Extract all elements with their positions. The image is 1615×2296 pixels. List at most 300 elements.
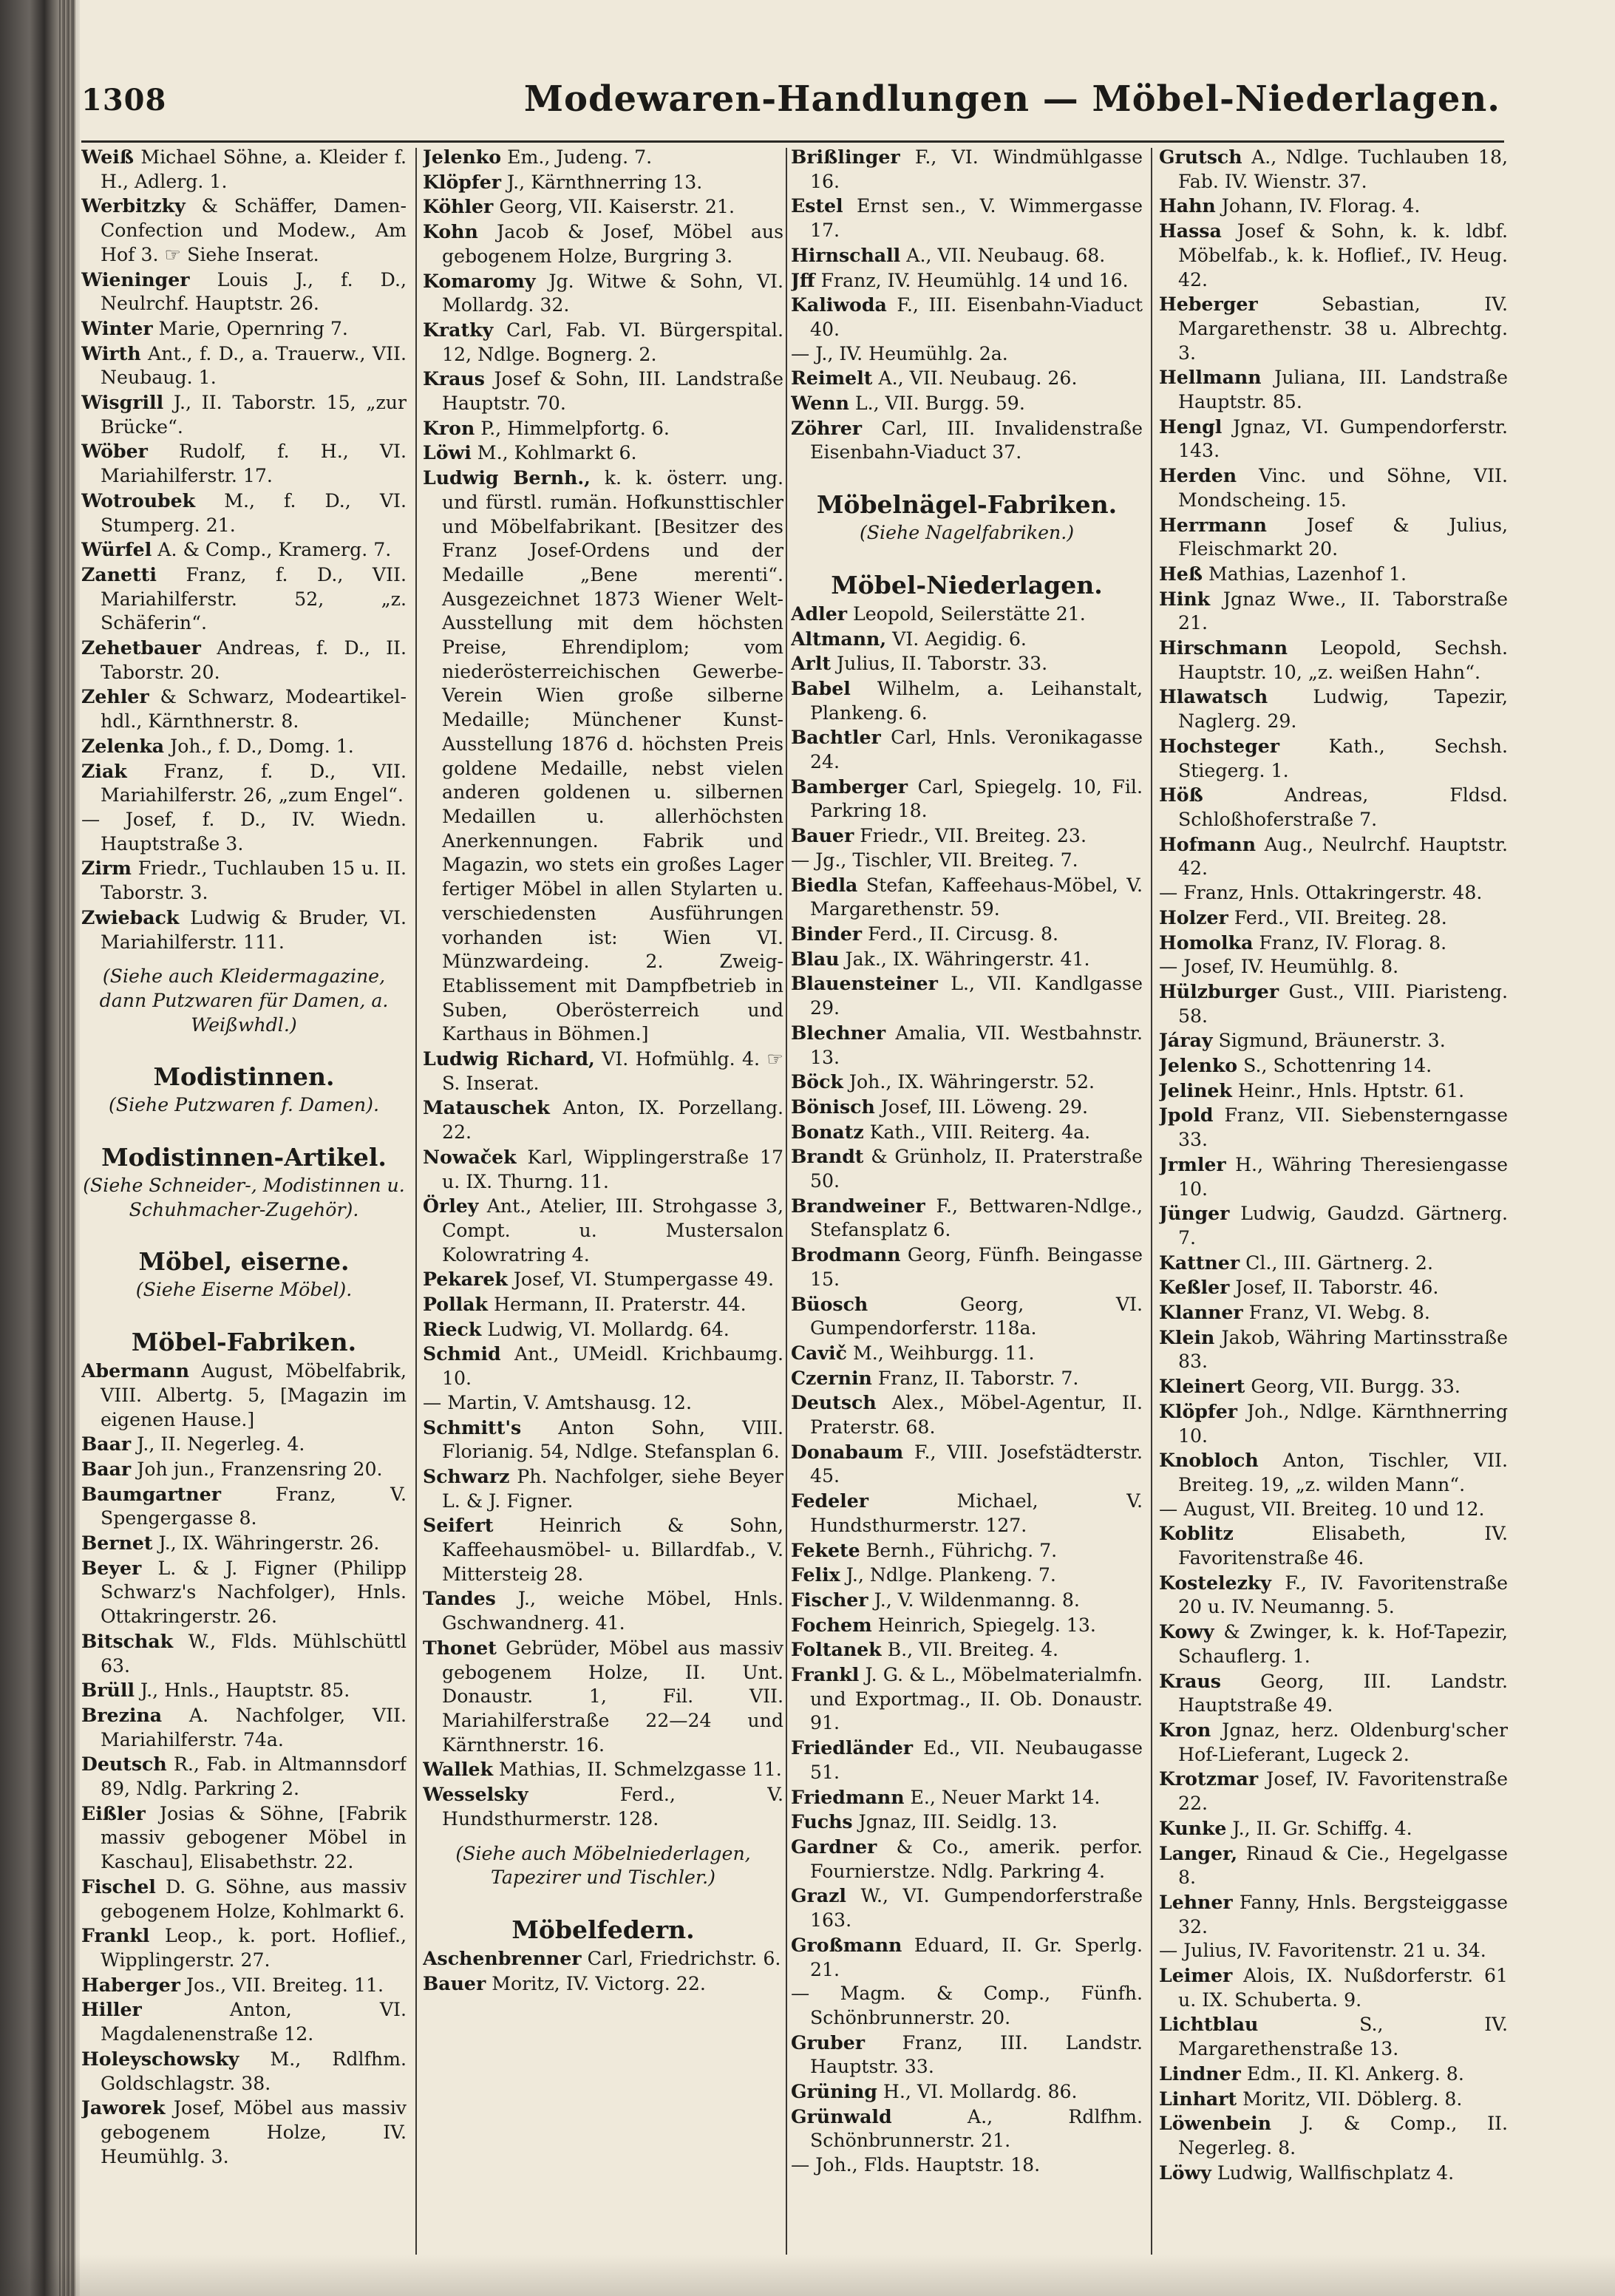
directory-entry bbox=[1159, 881, 1508, 906]
entry-name: Seifert bbox=[423, 1514, 494, 1537]
entry-details: Carl, Fab. VI. Bürgerspital. 12, Ndlge. Bognerg. 2. bbox=[442, 319, 783, 365]
entry-name: Brüll bbox=[81, 1679, 135, 1702]
entry-details: A., VII. Neubaug. 26. bbox=[878, 367, 1078, 390]
directory-entry bbox=[81, 268, 407, 316]
header-rule bbox=[81, 140, 1504, 143]
column-divider bbox=[415, 148, 417, 2255]
entry-details: Bernh., Führichg. 7. bbox=[866, 1539, 1058, 1561]
directory-entry bbox=[791, 775, 1143, 823]
entry-name: Böck bbox=[791, 1070, 843, 1093]
entry-details: J. & Comp., II. Negerleg. 8. bbox=[1178, 2113, 1508, 2159]
entry-details: — Josef, IV. Heumühlg. 8. bbox=[1159, 956, 1399, 978]
directory-entry bbox=[1159, 955, 1508, 979]
directory-entry bbox=[423, 1416, 783, 1464]
section-heading-modistinnen-artikel: Modistinnen-Artikel. bbox=[101, 1143, 387, 1172]
directory-entry bbox=[791, 1070, 1143, 1095]
entry-details: Anton, VI. Magdalenenstraße 12. bbox=[101, 1999, 407, 2045]
directory-entry bbox=[1159, 1053, 1508, 1079]
entry-name: Foltanek bbox=[791, 1638, 882, 1661]
entry-details: Amalia, VII. Westbahnstr. 13. bbox=[810, 1022, 1143, 1068]
entry-name: Baumgartner bbox=[81, 1482, 222, 1505]
entry-name: Bauer bbox=[423, 1971, 486, 1994]
entry-name: Grazl bbox=[791, 1884, 846, 1907]
entry-details: — J., IV. Heumühlg. 2a. bbox=[791, 342, 1008, 364]
directory-entry bbox=[791, 342, 1143, 367]
directory-entry bbox=[81, 685, 407, 733]
entry-name: Hülzburger bbox=[1159, 979, 1279, 1002]
directory-entry bbox=[1159, 2087, 1508, 2112]
directory-entry bbox=[791, 725, 1143, 774]
entry-name: Holeyschowsky bbox=[81, 2047, 239, 2070]
entry-name: Weiß bbox=[81, 146, 134, 168]
entry-details: Leopold, Sechsh. Hauptstr. 10, „z. weißen Hahn“. bbox=[1178, 637, 1508, 683]
entry-name: Leimer bbox=[1159, 1964, 1233, 1987]
directory-entry bbox=[791, 145, 1143, 194]
entry-details: Josef, III. Löweng. 29. bbox=[880, 1096, 1088, 1118]
section-heading-moebelnaegel: Möbelnägel-Fabriken. bbox=[816, 490, 1118, 520]
entry-details: Sebastian, IV. Margarethenstr. 38 u. Albrechtg. 3. bbox=[1178, 293, 1508, 364]
entry-name: Baar bbox=[81, 1457, 132, 1480]
entry-details: H., VI. Mollardg. 86. bbox=[883, 2081, 1078, 2103]
entry-details: Ferd., VII. Breiteg. 28. bbox=[1234, 906, 1447, 928]
entry-details: Ludwig, Gaudzd. Gärtnerg. 7. bbox=[1178, 1203, 1508, 1249]
directory-entry bbox=[423, 269, 783, 318]
entry-name: Langer, bbox=[1159, 1841, 1238, 1864]
directory-entry bbox=[423, 1464, 783, 1513]
directory-entry bbox=[1159, 1669, 1508, 1718]
entry-details: Jgnaz Wwe., II. Taborstraße 21. bbox=[1178, 588, 1508, 634]
directory-entry bbox=[81, 342, 407, 390]
entry-details: Moritz, IV. Victorg. 22. bbox=[492, 1972, 706, 1994]
directory-entry bbox=[1159, 1325, 1508, 1374]
directory-entry bbox=[791, 1835, 1143, 1884]
entry-details: Ferd., V. Hundsthurmerstr. 128. bbox=[442, 1784, 783, 1830]
cross-reference-note: (Siehe Eiserne Möbel). bbox=[135, 1279, 353, 1301]
entry-details: H., Währing Theresiengasse 10. bbox=[1178, 1153, 1508, 1200]
entry-details: A. Nachfolger, VII. Mariahilferstr. 74a. bbox=[101, 1704, 407, 1750]
entry-name: Heberger bbox=[1159, 293, 1258, 316]
directory-entry bbox=[791, 1095, 1143, 1120]
entry-details: Michael, V. Hundsthurmerstr. 127. bbox=[810, 1490, 1143, 1536]
directory-entry bbox=[791, 651, 1143, 676]
entry-name: Hofmann bbox=[1159, 832, 1257, 855]
entry-details: Heinrich & Sohn, Kaffeehausmöbel- u. Billardfab., V. Mittersteig 28. bbox=[442, 1515, 783, 1585]
entry-details: Ludwig, VI. Mollardg. 64. bbox=[487, 1318, 730, 1340]
entry-name: Jrmler bbox=[1159, 1152, 1226, 1175]
entry-details: W., VI. Gumpendorferstraße 163. bbox=[810, 1885, 1143, 1932]
entry-name: Aschenbrenner bbox=[423, 1946, 582, 1969]
entry-details: Jg. Witwe & Sohn, VI. Mollardg. 32. bbox=[442, 270, 783, 316]
entry-name: Altmann, bbox=[791, 627, 887, 650]
directory-entry bbox=[81, 759, 407, 808]
directory-entry bbox=[81, 145, 407, 194]
entry-details: Cl., III. Gärtnerg. 2. bbox=[1245, 1251, 1433, 1274]
entry-details: Georg, III. Landstr. Hauptstraße 49. bbox=[1178, 1670, 1508, 1716]
entry-details: Vinc. und Söhne, VII. Mondscheing. 15. bbox=[1178, 465, 1508, 511]
directory-entry bbox=[81, 1997, 407, 2046]
entry-name: Klein bbox=[1159, 1325, 1215, 1348]
directory-entry bbox=[81, 1457, 407, 1482]
listing-modewaren-cont bbox=[81, 145, 407, 954]
entry-details: J., V. Wildenmanng. 8. bbox=[874, 1589, 1080, 1611]
section-heading-moebel-fabriken: Möbel-Fabriken. bbox=[131, 1328, 357, 1357]
directory-entry bbox=[1159, 1448, 1508, 1497]
entry-details: F., III. Eisenbahn-Viaduct 40. bbox=[810, 294, 1143, 340]
entry-details: Julius, II. Taborstr. 33. bbox=[837, 653, 1048, 675]
column-divider bbox=[786, 148, 787, 2255]
directory-entry bbox=[1159, 906, 1508, 931]
entry-details: Mathias, II. Schmelzgasse 11. bbox=[499, 1759, 782, 1781]
entry-details: — Jg., Tischler, VII. Breiteg. 7. bbox=[791, 849, 1078, 871]
entry-name: Fekete bbox=[791, 1538, 860, 1561]
entry-name: Járay bbox=[1159, 1029, 1213, 1052]
entry-name: Bachtler bbox=[791, 726, 881, 749]
entry-name: Hirnschall bbox=[791, 243, 901, 266]
entry-name: Homolka bbox=[1159, 931, 1254, 954]
entry-details: Moritz, VII. Döblerg. 8. bbox=[1242, 2088, 1463, 2110]
directory-entry bbox=[791, 602, 1143, 627]
entry-details: Andreas, Fldsd. Schloßhoferstraße 7. bbox=[1178, 784, 1508, 830]
entry-name: Bitschak bbox=[81, 1629, 174, 1652]
directory-entry bbox=[791, 1982, 1143, 2030]
entry-details: Joh., Ndlge. Kärnthnerring 10. bbox=[1178, 1400, 1508, 1447]
entry-details: Jgnaz, III. Seidlg. 13. bbox=[858, 1811, 1058, 1833]
directory-entry bbox=[1159, 1620, 1508, 1668]
entry-name: Pollak bbox=[423, 1293, 488, 1316]
entry-details: Jakob, Währing Martinsstraße 83. bbox=[1178, 1326, 1508, 1373]
entry-name: Jelinek bbox=[1159, 1079, 1232, 1101]
entry-details: Franz, VII. Siebensterngasse 33. bbox=[1178, 1104, 1508, 1151]
directory-entry bbox=[791, 2153, 1143, 2178]
directory-entry bbox=[423, 1513, 783, 1586]
section-heading-moebel-niederlagen: Möbel-Niederlagen. bbox=[831, 570, 1103, 600]
directory-entry bbox=[1159, 1201, 1508, 1250]
entry-details: VI. Hofmühlg. 4. ☞ S. Inserat. bbox=[442, 1048, 783, 1094]
entry-details: — Martin, V. Amtshausg. 12. bbox=[423, 1391, 692, 1413]
entry-name: Brezina bbox=[81, 1703, 163, 1726]
directory-entry bbox=[1159, 1767, 1508, 1816]
directory-entry bbox=[81, 1801, 407, 1875]
entry-details: Kath., VIII. Reiterg. 4a. bbox=[869, 1121, 1091, 1143]
entry-name: Beyer bbox=[81, 1556, 142, 1579]
entry-name: Winter bbox=[81, 316, 153, 339]
directory-entry bbox=[1159, 2012, 1508, 2061]
entry-details: Gebrüder, Möbel aus massiv gebogenem Holze, II. Unt. Donaustr. 1, Fil. VII. Mariahilferstraße 22—24 und Kärnthnerstr. 16. bbox=[442, 1637, 783, 1756]
directory-entry bbox=[1159, 562, 1508, 587]
entry-name: Kratky bbox=[423, 318, 494, 341]
entry-details: Ludwig, Tapezir, Naglerg. 29. bbox=[1178, 686, 1508, 733]
entry-details: Franz, f. D., VII. Mariahilferstr. 52, „z. Schäferin“. bbox=[101, 563, 407, 634]
entry-details: J., Kärnthnerring 13. bbox=[507, 171, 703, 193]
entry-name: Zehetbauer bbox=[81, 636, 201, 659]
entry-name: Nowaček bbox=[423, 1145, 517, 1168]
directory-entry bbox=[423, 1757, 783, 1782]
entry-name: Lichtblau bbox=[1159, 2013, 1259, 2036]
entry-name: Koblitz bbox=[1159, 1522, 1234, 1545]
entry-name: Frankl bbox=[791, 1663, 860, 1686]
entry-name: Büosch bbox=[791, 1292, 868, 1315]
entry-details: Georg, VI. Gumpendorferstr. 118a. bbox=[810, 1293, 1143, 1339]
entry-name: Lehner bbox=[1159, 1890, 1233, 1913]
directory-entry bbox=[1159, 145, 1508, 194]
directory-entry bbox=[791, 676, 1143, 725]
entry-details: Franz, V. Spengergasse 8. bbox=[101, 1483, 407, 1529]
entry-name: Zehler bbox=[81, 685, 149, 708]
directory-entry bbox=[791, 971, 1143, 1020]
directory-entry bbox=[1159, 783, 1508, 832]
entry-details: VI. Aegidig. 6. bbox=[892, 628, 1027, 650]
entry-name: Wieninger bbox=[81, 268, 190, 291]
directory-entry bbox=[423, 1971, 783, 1997]
entry-details: A., VII. Neubaug. 68. bbox=[906, 244, 1106, 266]
entry-details: Carl, Friedrichstr. 6. bbox=[587, 1947, 781, 1969]
directory-entry bbox=[423, 367, 783, 415]
directory-entry bbox=[1159, 734, 1508, 783]
entry-details: M., Rdlfhm. Goldschlagstr. 38. bbox=[101, 2048, 407, 2094]
entry-details: Eduard, II. Gr. Sperlg. 21. bbox=[810, 1934, 1143, 1980]
directory-entry bbox=[791, 1637, 1143, 1662]
directory-entry bbox=[81, 856, 407, 905]
directory-entry bbox=[1159, 685, 1508, 733]
directory-entry bbox=[81, 2047, 407, 2096]
directory-entry bbox=[423, 220, 783, 268]
entry-details: S., IV. Margarethenstraße 13. bbox=[1178, 2014, 1508, 2060]
directory-entry bbox=[1159, 1890, 1508, 1939]
directory-entry bbox=[423, 1096, 783, 1144]
entry-details: Franz, II. Taborstr. 7. bbox=[877, 1367, 1079, 1389]
entry-details: — Joh., Flds. Hauptstr. 18. bbox=[791, 2154, 1041, 2176]
entry-name: Ludwig Richard, bbox=[423, 1047, 595, 1070]
entry-name: Wöber bbox=[81, 440, 148, 463]
entry-name: Klöpfer bbox=[423, 170, 502, 193]
entry-details: Franz, f. D., VII. Mariahilferstr. 26, „zum Engel“. bbox=[101, 760, 407, 806]
entry-details: Rinaud & Cie., Hegelgasse 8. bbox=[1178, 1842, 1508, 1889]
entry-name: Blau bbox=[791, 947, 840, 970]
entry-details: Louis J., f. D., Neulrchf. Hauptstr. 26. bbox=[101, 268, 407, 315]
entry-details: Georg, VII. Burgg. 33. bbox=[1251, 1376, 1461, 1398]
directory-entry bbox=[81, 2096, 407, 2169]
entry-details: Carl, Spiegelg. 10, Fil. Parkring 18. bbox=[810, 775, 1143, 822]
entry-details: J., IX. Währingerstr. 26. bbox=[158, 1532, 380, 1555]
entry-details: & Schwarz, Modeartikel-hdl., Kärnthnerstr. 8. bbox=[101, 686, 407, 733]
entry-name: Baar bbox=[81, 1433, 132, 1456]
entry-name: Wotroubek bbox=[81, 489, 196, 512]
entry-details: A., Ndlge. Tuchlauben 18, Fab. IV. Wienstr. 37. bbox=[1178, 146, 1508, 192]
entry-details: Leop., k. port. Hoflief., Wipplingerstr. 27. bbox=[101, 1925, 407, 1971]
entry-details: J., II. Taborstr. 15, „zur Brücke“. bbox=[101, 392, 407, 438]
directory-entry bbox=[791, 849, 1143, 873]
entry-name: Frankl bbox=[81, 1924, 150, 1947]
spacer bbox=[81, 954, 407, 965]
directory-entry bbox=[423, 194, 783, 220]
listing-moebelfedern bbox=[423, 1946, 783, 1996]
entry-details: J., II. Gr. Schiffg. 4. bbox=[1232, 1817, 1412, 1839]
directory-entry bbox=[81, 537, 407, 563]
directory-entry bbox=[81, 1531, 407, 1556]
directory-entry bbox=[791, 416, 1143, 465]
directory-entry bbox=[1159, 1374, 1508, 1399]
directory-entry bbox=[1159, 1251, 1508, 1276]
entry-details: Johann, IV. Florag. 4. bbox=[1221, 195, 1421, 217]
entry-details: Jgnaz, VI. Gumpendorferstr. 143. bbox=[1178, 415, 1508, 462]
cross-reference-note: (Siehe Nagelfabriken.) bbox=[859, 522, 1075, 544]
entry-name: Jelenko bbox=[1159, 1054, 1238, 1077]
directory-entry bbox=[791, 268, 1143, 293]
entry-name: Lindner bbox=[1159, 2062, 1241, 2085]
directory-entry bbox=[1159, 415, 1508, 463]
entry-name: Brodmann bbox=[791, 1243, 901, 1266]
directory-entry bbox=[1159, 587, 1508, 636]
entry-name: Würfel bbox=[81, 538, 152, 561]
directory-entry bbox=[791, 947, 1143, 972]
directory-entry bbox=[81, 1482, 407, 1531]
entry-details: L., VII. Kandlgasse 29. bbox=[810, 973, 1143, 1019]
listing-moebel-fabriken bbox=[81, 1359, 407, 2169]
directory-entry bbox=[423, 145, 783, 170]
directory-entry bbox=[423, 1317, 783, 1342]
directory-entry bbox=[423, 1267, 783, 1292]
entry-details: & Co., amerik. perfor. Fournierstze. Ndlg. Parkring 4. bbox=[810, 1836, 1143, 1882]
page-header bbox=[81, 78, 1500, 135]
directory-entry bbox=[791, 1440, 1143, 1489]
entry-details: Anton, IX. Porzellang. 22. bbox=[442, 1097, 783, 1144]
directory-entry bbox=[791, 1194, 1143, 1243]
directory-entry bbox=[81, 808, 407, 856]
entry-details: — Josef, f. D., IV. Wiedn. Hauptstraße 3. bbox=[81, 808, 407, 855]
entry-details: Mathias, Lazenhof 1. bbox=[1208, 563, 1407, 585]
directory-entry bbox=[81, 1359, 407, 1432]
entry-name: Löwi bbox=[423, 441, 472, 464]
entry-name: Hengl bbox=[1159, 415, 1223, 438]
entry-name: Knobloch bbox=[1159, 1449, 1259, 1472]
directory-entry bbox=[1159, 1816, 1508, 1841]
entry-name: Kaliwoda bbox=[791, 293, 887, 316]
entry-name: Arlt bbox=[791, 652, 832, 675]
entry-details: Hermann, II. Praterstr. 44. bbox=[494, 1294, 747, 1316]
entry-name: Jünger bbox=[1159, 1202, 1230, 1225]
directory-entry bbox=[423, 1342, 783, 1390]
directory-entry bbox=[81, 489, 407, 537]
entry-details: J., weiche Möbel, Hnls. Gschwandnerg. 41. bbox=[442, 1588, 783, 1634]
directory-entry bbox=[81, 636, 407, 685]
directory-entry bbox=[81, 563, 407, 636]
entry-name: Köhler bbox=[423, 195, 494, 218]
entry-name: Matauschek bbox=[423, 1096, 550, 1119]
entry-name: Löwy bbox=[1159, 2161, 1211, 2184]
entry-details: M., Kohlmarkt 6. bbox=[477, 442, 637, 464]
entry-name: Grüning bbox=[791, 2080, 877, 2103]
entry-name: Wenn bbox=[791, 392, 849, 415]
entry-name: Deutsch bbox=[81, 1753, 167, 1776]
directory-entry bbox=[791, 1810, 1143, 1835]
entry-details: Stefan, Kaffeehaus-Möbel, V. Margarethenstr. 59. bbox=[810, 874, 1143, 920]
entry-details: Ant., Atelier, III. Strohgasse 3, Compt. u. Mustersalon Kolowratring 4. bbox=[442, 1195, 783, 1266]
entry-name: Czernin bbox=[791, 1366, 872, 1389]
column-3 bbox=[791, 145, 1143, 2259]
entry-details: Georg, Fünfh. Beingasse 15. bbox=[810, 1244, 1143, 1290]
entry-details: & Schäffer, Damen-Confection und Modew., Am Hof 3. ☞ Siehe Inserat. bbox=[101, 195, 407, 265]
entry-details: Jgnaz, herz. Oldenburg'scher Hof-Lieferant, Lugeck 2. bbox=[1178, 1719, 1508, 1765]
entry-details: Anton Sohn, VIII. Florianig. 54, Ndlge. Stefansplan 6. bbox=[442, 1416, 783, 1463]
directory-entry bbox=[423, 441, 783, 466]
directory-entry bbox=[423, 1145, 783, 1194]
entry-name: Kostelezky bbox=[1159, 1571, 1271, 1594]
cross-reference-note: (Siehe auch Möbelniederlagen, Tapezirer und Tischler.) bbox=[455, 1842, 751, 1889]
entry-name: Löwenbein bbox=[1159, 2112, 1272, 2135]
entry-details: Jos., VII. Breiteg. 11. bbox=[186, 1974, 384, 1996]
directory-entry bbox=[423, 1586, 783, 1635]
directory-entry bbox=[1159, 636, 1508, 685]
entry-name: Hiller bbox=[81, 1998, 142, 2021]
entry-details: Josef, II. Taborstr. 46. bbox=[1235, 1277, 1439, 1299]
entry-name: Komaromy bbox=[423, 269, 536, 292]
entry-details: Ludwig & Bruder, VI. Mariahilferstr. 111. bbox=[101, 906, 407, 953]
page-shadow bbox=[0, 2255, 1615, 2296]
directory-entry bbox=[423, 466, 783, 1047]
directory-entry bbox=[1159, 2062, 1508, 2087]
entry-details: Ant., UMeidl. Krichbaumg. 10. bbox=[442, 1343, 783, 1390]
directory-entry bbox=[791, 1120, 1143, 1145]
directory-entry bbox=[791, 1538, 1143, 1563]
entry-name: Grünwald bbox=[791, 2105, 892, 2127]
entry-name: Brandweiner bbox=[791, 1194, 925, 1217]
entry-name: Grutsch bbox=[1159, 146, 1242, 168]
entry-details: Friedr., Tuchlauben 15 u. II. Taborstr. 3. bbox=[101, 857, 407, 904]
entry-details: Josef, IV. Favoritenstraße 22. bbox=[1178, 1768, 1508, 1815]
directory-entry bbox=[791, 873, 1143, 922]
entry-details: Carl, III. Invalidenstraße Eisenbahn-Viaduct 37. bbox=[810, 417, 1143, 463]
entry-details: E., Neuer Markt 14. bbox=[910, 1786, 1101, 1808]
entry-details: Carl, Hnls. Veronikagasse 24. bbox=[810, 727, 1143, 773]
entry-name: Wallek bbox=[423, 1758, 494, 1781]
directory-entry bbox=[791, 1662, 1143, 1736]
entry-details: S., Schottenring 14. bbox=[1243, 1055, 1432, 1077]
directory-entry bbox=[1159, 1498, 1508, 1522]
entry-name: Schmid bbox=[423, 1342, 501, 1365]
entry-name: Örley bbox=[423, 1195, 479, 1217]
section-heading-moebel-eiserne: Möbel, eiserne. bbox=[138, 1247, 350, 1277]
entry-details: Josias & Söhne, [Fabrik massiv gebogener Möbel in Kaschau], Elisabethstr. 22. bbox=[101, 1802, 407, 1873]
entry-details: F., VI. Windmühlgasse 16. bbox=[810, 146, 1143, 192]
entry-details: Heinr., Hnls. Hptstr. 61. bbox=[1237, 1079, 1465, 1101]
entry-details: Ph. Nachfolger, siehe Beyer L. & J. Figner. bbox=[442, 1465, 783, 1512]
directory-columns bbox=[81, 145, 1508, 2259]
entry-details: F., VIII. Josefstädterstr. 45. bbox=[810, 1441, 1143, 1487]
entry-name: Gardner bbox=[791, 1835, 877, 1858]
entry-name: Hassa bbox=[1159, 220, 1222, 242]
entry-name: Kraus bbox=[423, 367, 485, 390]
directory-entry bbox=[791, 2105, 1143, 2153]
entry-name: Gruber bbox=[791, 2031, 865, 2054]
directory-entry bbox=[423, 170, 783, 195]
entry-details: — August, VII. Breiteg. 10 und 12. bbox=[1159, 1498, 1485, 1520]
spacer bbox=[423, 1832, 783, 1842]
entry-details: Friedr., VII. Breiteg. 23. bbox=[860, 825, 1087, 847]
directory-entry bbox=[1159, 513, 1508, 562]
entry-name: Kowy bbox=[1159, 1620, 1214, 1643]
entry-name: Biedla bbox=[791, 873, 858, 896]
entry-details: J., Hnls., Hauptstr. 85. bbox=[140, 1679, 350, 1702]
entry-details: J., II. Negerleg. 4. bbox=[137, 1433, 305, 1456]
directory-entry bbox=[81, 439, 407, 488]
entry-name: Linhart bbox=[1159, 2087, 1237, 2110]
entry-name: Deutsch bbox=[791, 1391, 877, 1414]
entry-details: Joh., f. D., Domg. 1. bbox=[170, 735, 354, 757]
entry-name: Jaworek bbox=[81, 2096, 166, 2119]
entry-details: Joh jun., Franzensring 20. bbox=[137, 1458, 383, 1480]
entry-name: Friedländer bbox=[791, 1736, 914, 1759]
entry-name: Hochsteger bbox=[1159, 734, 1279, 757]
